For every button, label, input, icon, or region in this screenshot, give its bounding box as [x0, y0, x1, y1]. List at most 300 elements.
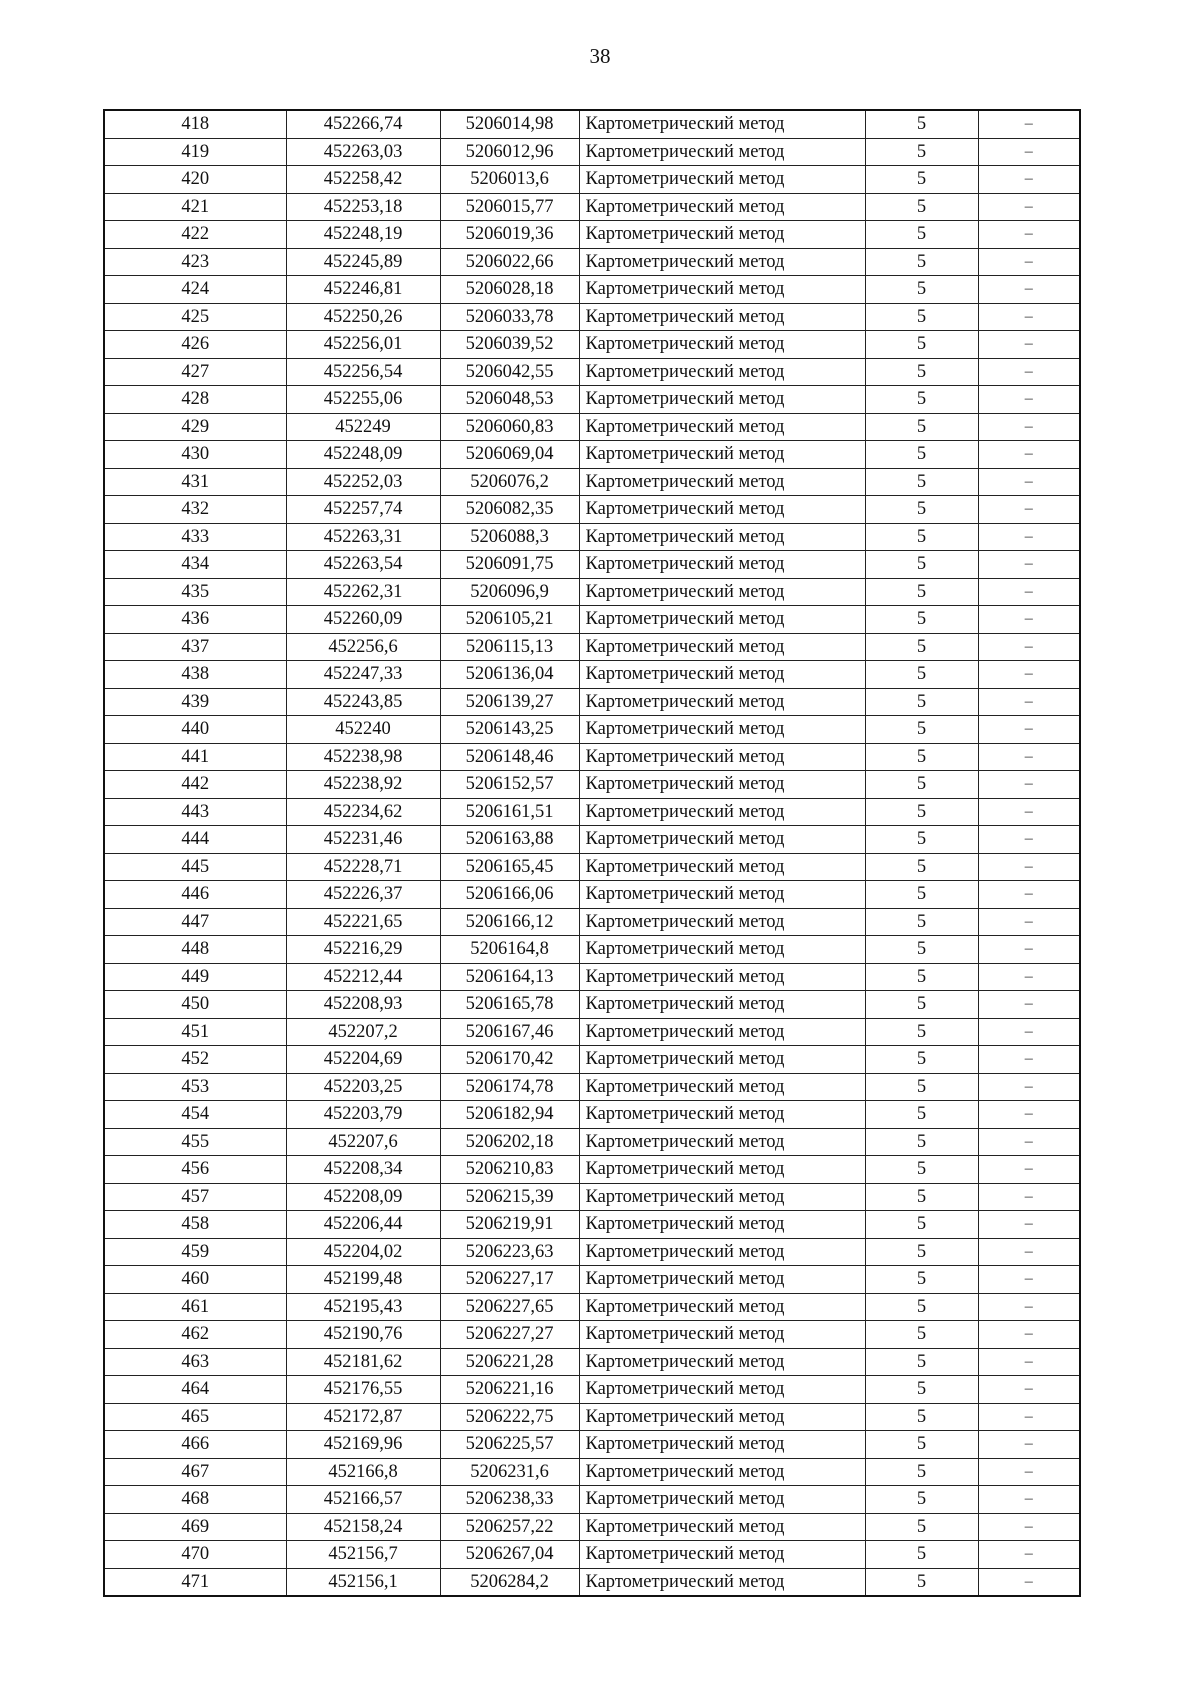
point-number-cell: 471: [104, 1568, 286, 1596]
y-coordinate-cell: 5206076,2: [440, 468, 579, 496]
table-row: [104, 441, 1080, 469]
method-cell: Картометрический метод: [579, 1156, 865, 1184]
x-coordinate-cell: 452212,44: [286, 963, 440, 991]
method-cell: Картометрический метод: [579, 1293, 865, 1321]
precision-cell: 5: [865, 743, 978, 771]
precision-cell: 5: [865, 386, 978, 414]
note-cell: –: [978, 1513, 1080, 1541]
method-cell: Картометрический метод: [579, 221, 865, 249]
precision-cell: 5: [865, 496, 978, 524]
precision-cell: 5: [865, 1541, 978, 1569]
note-cell: –: [978, 276, 1080, 304]
table-row: [104, 386, 1080, 414]
note-cell: –: [978, 138, 1080, 166]
note-cell: –: [978, 991, 1080, 1019]
note-cell: –: [978, 1403, 1080, 1431]
precision-cell: 5: [865, 1431, 978, 1459]
method-cell: Картометрический метод: [579, 1348, 865, 1376]
note-cell: –: [978, 1458, 1080, 1486]
table-row: [104, 1101, 1080, 1129]
point-number-cell: 447: [104, 908, 286, 936]
x-coordinate-cell: 452263,03: [286, 138, 440, 166]
precision-cell: 5: [865, 881, 978, 909]
y-coordinate-cell: 5206028,18: [440, 276, 579, 304]
table-row: [104, 771, 1080, 799]
point-number-cell: 454: [104, 1101, 286, 1129]
point-number-cell: 442: [104, 771, 286, 799]
y-coordinate-cell: 5206039,52: [440, 331, 579, 359]
y-coordinate-cell: 5206014,98: [440, 110, 579, 138]
point-number-cell: 432: [104, 496, 286, 524]
precision-cell: 5: [865, 1486, 978, 1514]
method-cell: Картометрический метод: [579, 1238, 865, 1266]
precision-cell: 5: [865, 1183, 978, 1211]
precision-cell: 5: [865, 606, 978, 634]
x-coordinate-cell: 452262,31: [286, 578, 440, 606]
x-coordinate-cell: 452260,09: [286, 606, 440, 634]
y-coordinate-cell: 5206227,27: [440, 1321, 579, 1349]
y-coordinate-cell: 5206164,13: [440, 963, 579, 991]
point-number-cell: 467: [104, 1458, 286, 1486]
method-cell: Картометрический метод: [579, 743, 865, 771]
note-cell: –: [978, 551, 1080, 579]
table-row: [104, 1211, 1080, 1239]
x-coordinate-cell: 452253,18: [286, 193, 440, 221]
table-row: [104, 276, 1080, 304]
y-coordinate-cell: 5206238,33: [440, 1486, 579, 1514]
y-coordinate-cell: 5206015,77: [440, 193, 579, 221]
precision-cell: 5: [865, 166, 978, 194]
table-row: [104, 881, 1080, 909]
table-row: [104, 798, 1080, 826]
note-cell: –: [978, 1568, 1080, 1596]
method-cell: Картометрический метод: [579, 276, 865, 304]
x-coordinate-cell: 452203,79: [286, 1101, 440, 1129]
y-coordinate-cell: 5206060,83: [440, 413, 579, 441]
y-coordinate-cell: 5206069,04: [440, 441, 579, 469]
point-number-cell: 420: [104, 166, 286, 194]
table-row: [104, 1183, 1080, 1211]
x-coordinate-cell: 452166,57: [286, 1486, 440, 1514]
note-cell: –: [978, 936, 1080, 964]
note-cell: –: [978, 963, 1080, 991]
table-row: [104, 1403, 1080, 1431]
note-cell: –: [978, 166, 1080, 194]
point-number-cell: 466: [104, 1431, 286, 1459]
method-cell: Картометрический метод: [579, 1376, 865, 1404]
point-number-cell: 449: [104, 963, 286, 991]
y-coordinate-cell: 5206091,75: [440, 551, 579, 579]
point-number-cell: 428: [104, 386, 286, 414]
precision-cell: 5: [865, 468, 978, 496]
x-coordinate-cell: 452190,76: [286, 1321, 440, 1349]
y-coordinate-cell: 5206227,17: [440, 1266, 579, 1294]
point-number-cell: 464: [104, 1376, 286, 1404]
method-cell: Картометрический метод: [579, 1266, 865, 1294]
note-cell: –: [978, 331, 1080, 359]
table-row: [104, 496, 1080, 524]
table-row: [104, 413, 1080, 441]
method-cell: Картометрический метод: [579, 303, 865, 331]
y-coordinate-cell: 5206182,94: [440, 1101, 579, 1129]
point-number-cell: 453: [104, 1073, 286, 1101]
precision-cell: 5: [865, 221, 978, 249]
method-cell: Картометрический метод: [579, 1073, 865, 1101]
point-number-cell: 433: [104, 523, 286, 551]
note-cell: –: [978, 716, 1080, 744]
x-coordinate-cell: 452169,96: [286, 1431, 440, 1459]
table-row: [104, 1458, 1080, 1486]
note-cell: –: [978, 1128, 1080, 1156]
x-coordinate-cell: 452240: [286, 716, 440, 744]
note-cell: –: [978, 771, 1080, 799]
note-cell: –: [978, 743, 1080, 771]
table-row: [104, 1073, 1080, 1101]
note-cell: –: [978, 633, 1080, 661]
y-coordinate-cell: 5206225,57: [440, 1431, 579, 1459]
note-cell: –: [978, 221, 1080, 249]
method-cell: Картометрический метод: [579, 1486, 865, 1514]
table-row: [104, 1486, 1080, 1514]
precision-cell: 5: [865, 1568, 978, 1596]
note-cell: –: [978, 358, 1080, 386]
x-coordinate-cell: 452257,74: [286, 496, 440, 524]
y-coordinate-cell: 5206219,91: [440, 1211, 579, 1239]
x-coordinate-cell: 452166,8: [286, 1458, 440, 1486]
method-cell: Картометрический метод: [579, 551, 865, 579]
precision-cell: 5: [865, 1018, 978, 1046]
table-row: [104, 523, 1080, 551]
coordinates-table: [103, 109, 1081, 1597]
point-number-cell: 448: [104, 936, 286, 964]
point-number-cell: 424: [104, 276, 286, 304]
note-cell: –: [978, 523, 1080, 551]
method-cell: Картометрический метод: [579, 248, 865, 276]
y-coordinate-cell: 5206267,04: [440, 1541, 579, 1569]
point-number-cell: 456: [104, 1156, 286, 1184]
point-number-cell: 469: [104, 1513, 286, 1541]
method-cell: Картометрический метод: [579, 963, 865, 991]
point-number-cell: 470: [104, 1541, 286, 1569]
point-number-cell: 435: [104, 578, 286, 606]
y-coordinate-cell: 5206165,78: [440, 991, 579, 1019]
precision-cell: 5: [865, 1238, 978, 1266]
table-row: [104, 193, 1080, 221]
method-cell: Картометрический метод: [579, 826, 865, 854]
table-row: [104, 166, 1080, 194]
x-coordinate-cell: 452258,42: [286, 166, 440, 194]
y-coordinate-cell: 5206284,2: [440, 1568, 579, 1596]
x-coordinate-cell: 452208,93: [286, 991, 440, 1019]
point-number-cell: 461: [104, 1293, 286, 1321]
y-coordinate-cell: 5206022,66: [440, 248, 579, 276]
table-row: [104, 138, 1080, 166]
method-cell: Картометрический метод: [579, 331, 865, 359]
point-number-cell: 440: [104, 716, 286, 744]
y-coordinate-cell: 5206170,42: [440, 1046, 579, 1074]
method-cell: Картометрический метод: [579, 936, 865, 964]
point-number-cell: 462: [104, 1321, 286, 1349]
y-coordinate-cell: 5206148,46: [440, 743, 579, 771]
x-coordinate-cell: 452226,37: [286, 881, 440, 909]
note-cell: –: [978, 853, 1080, 881]
table-row: [104, 221, 1080, 249]
x-coordinate-cell: 452252,03: [286, 468, 440, 496]
table-row: [104, 1376, 1080, 1404]
x-coordinate-cell: 452176,55: [286, 1376, 440, 1404]
x-coordinate-cell: 452238,98: [286, 743, 440, 771]
x-coordinate-cell: 452199,48: [286, 1266, 440, 1294]
note-cell: –: [978, 881, 1080, 909]
point-number-cell: 444: [104, 826, 286, 854]
table-row: [104, 1018, 1080, 1046]
point-number-cell: 418: [104, 110, 286, 138]
y-coordinate-cell: 5206033,78: [440, 303, 579, 331]
y-coordinate-cell: 5206202,18: [440, 1128, 579, 1156]
point-number-cell: 430: [104, 441, 286, 469]
coordinates-table-body: [104, 110, 1080, 1596]
method-cell: Картометрический метод: [579, 1431, 865, 1459]
point-number-cell: 429: [104, 413, 286, 441]
method-cell: Картометрический метод: [579, 1046, 865, 1074]
y-coordinate-cell: 5206167,46: [440, 1018, 579, 1046]
y-coordinate-cell: 5206088,3: [440, 523, 579, 551]
y-coordinate-cell: 5206166,06: [440, 881, 579, 909]
precision-cell: 5: [865, 248, 978, 276]
method-cell: Картометрический метод: [579, 661, 865, 689]
point-number-cell: 425: [104, 303, 286, 331]
y-coordinate-cell: 5206013,6: [440, 166, 579, 194]
note-cell: –: [978, 1376, 1080, 1404]
x-coordinate-cell: 452238,92: [286, 771, 440, 799]
y-coordinate-cell: 5206174,78: [440, 1073, 579, 1101]
precision-cell: 5: [865, 1376, 978, 1404]
precision-cell: 5: [865, 1321, 978, 1349]
table-row: [104, 1568, 1080, 1596]
point-number-cell: 436: [104, 606, 286, 634]
note-cell: –: [978, 413, 1080, 441]
y-coordinate-cell: 5206222,75: [440, 1403, 579, 1431]
x-coordinate-cell: 452263,54: [286, 551, 440, 579]
method-cell: Картометрический метод: [579, 441, 865, 469]
note-cell: –: [978, 1321, 1080, 1349]
table-row: [104, 1156, 1080, 1184]
method-cell: Картометрический метод: [579, 606, 865, 634]
x-coordinate-cell: 452195,43: [286, 1293, 440, 1321]
x-coordinate-cell: 452204,02: [286, 1238, 440, 1266]
precision-cell: 5: [865, 1348, 978, 1376]
x-coordinate-cell: 452249: [286, 413, 440, 441]
table-row: [104, 578, 1080, 606]
precision-cell: 5: [865, 138, 978, 166]
point-number-cell: 451: [104, 1018, 286, 1046]
table-row: [104, 248, 1080, 276]
table-row: [104, 688, 1080, 716]
precision-cell: 5: [865, 688, 978, 716]
point-number-cell: 460: [104, 1266, 286, 1294]
precision-cell: 5: [865, 1403, 978, 1431]
precision-cell: 5: [865, 1156, 978, 1184]
precision-cell: 5: [865, 991, 978, 1019]
y-coordinate-cell: 5206231,6: [440, 1458, 579, 1486]
y-coordinate-cell: 5206227,65: [440, 1293, 579, 1321]
x-coordinate-cell: 452221,65: [286, 908, 440, 936]
x-coordinate-cell: 452246,81: [286, 276, 440, 304]
y-coordinate-cell: 5206164,8: [440, 936, 579, 964]
table-row: [104, 1431, 1080, 1459]
note-cell: –: [978, 1046, 1080, 1074]
x-coordinate-cell: 452203,25: [286, 1073, 440, 1101]
note-cell: –: [978, 1266, 1080, 1294]
x-coordinate-cell: 452263,31: [286, 523, 440, 551]
note-cell: –: [978, 1156, 1080, 1184]
method-cell: Картометрический метод: [579, 908, 865, 936]
precision-cell: 5: [865, 276, 978, 304]
y-coordinate-cell: 5206221,28: [440, 1348, 579, 1376]
point-number-cell: 438: [104, 661, 286, 689]
x-coordinate-cell: 452266,74: [286, 110, 440, 138]
x-coordinate-cell: 452245,89: [286, 248, 440, 276]
x-coordinate-cell: 452248,09: [286, 441, 440, 469]
note-cell: –: [978, 386, 1080, 414]
method-cell: Картометрический метод: [579, 138, 865, 166]
method-cell: Картометрический метод: [579, 358, 865, 386]
x-coordinate-cell: 452158,24: [286, 1513, 440, 1541]
precision-cell: 5: [865, 303, 978, 331]
method-cell: Картометрический метод: [579, 771, 865, 799]
point-number-cell: 459: [104, 1238, 286, 1266]
note-cell: –: [978, 1073, 1080, 1101]
note-cell: –: [978, 798, 1080, 826]
point-number-cell: 431: [104, 468, 286, 496]
x-coordinate-cell: 452243,85: [286, 688, 440, 716]
x-coordinate-cell: 452256,6: [286, 633, 440, 661]
x-coordinate-cell: 452208,34: [286, 1156, 440, 1184]
table-row: [104, 551, 1080, 579]
x-coordinate-cell: 452204,69: [286, 1046, 440, 1074]
note-cell: –: [978, 441, 1080, 469]
precision-cell: 5: [865, 1458, 978, 1486]
y-coordinate-cell: 5206139,27: [440, 688, 579, 716]
method-cell: Картометрический метод: [579, 166, 865, 194]
table-row: [104, 826, 1080, 854]
note-cell: –: [978, 1101, 1080, 1129]
method-cell: Картометрический метод: [579, 1458, 865, 1486]
method-cell: Картометрический метод: [579, 1101, 865, 1129]
precision-cell: 5: [865, 1266, 978, 1294]
note-cell: –: [978, 193, 1080, 221]
x-coordinate-cell: 452172,87: [286, 1403, 440, 1431]
method-cell: Картометрический метод: [579, 468, 865, 496]
note-cell: –: [978, 1431, 1080, 1459]
table-row: [104, 936, 1080, 964]
table-row: [104, 963, 1080, 991]
y-coordinate-cell: 5206082,35: [440, 496, 579, 524]
y-coordinate-cell: 5206096,9: [440, 578, 579, 606]
method-cell: Картометрический метод: [579, 853, 865, 881]
table-row: [104, 853, 1080, 881]
point-number-cell: 465: [104, 1403, 286, 1431]
y-coordinate-cell: 5206165,45: [440, 853, 579, 881]
note-cell: –: [978, 1211, 1080, 1239]
table-row: [104, 716, 1080, 744]
note-cell: –: [978, 1541, 1080, 1569]
precision-cell: 5: [865, 413, 978, 441]
method-cell: Картометрический метод: [579, 1568, 865, 1596]
precision-cell: 5: [865, 523, 978, 551]
y-coordinate-cell: 5206048,53: [440, 386, 579, 414]
point-number-cell: 426: [104, 331, 286, 359]
precision-cell: 5: [865, 441, 978, 469]
note-cell: –: [978, 468, 1080, 496]
point-number-cell: 419: [104, 138, 286, 166]
point-number-cell: 458: [104, 1211, 286, 1239]
x-coordinate-cell: 452156,1: [286, 1568, 440, 1596]
point-number-cell: 423: [104, 248, 286, 276]
precision-cell: 5: [865, 661, 978, 689]
table-row: [104, 1046, 1080, 1074]
note-cell: –: [978, 826, 1080, 854]
x-coordinate-cell: 452256,01: [286, 331, 440, 359]
x-coordinate-cell: 452208,09: [286, 1183, 440, 1211]
method-cell: Картометрический метод: [579, 1183, 865, 1211]
method-cell: Картометрический метод: [579, 1321, 865, 1349]
method-cell: Картометрический метод: [579, 1403, 865, 1431]
point-number-cell: 422: [104, 221, 286, 249]
precision-cell: 5: [865, 1513, 978, 1541]
precision-cell: 5: [865, 1101, 978, 1129]
precision-cell: 5: [865, 1073, 978, 1101]
table-row: [104, 1128, 1080, 1156]
table-row: [104, 110, 1080, 138]
x-coordinate-cell: 452247,33: [286, 661, 440, 689]
note-cell: –: [978, 606, 1080, 634]
table-row: [104, 1238, 1080, 1266]
point-number-cell: 446: [104, 881, 286, 909]
x-coordinate-cell: 452231,46: [286, 826, 440, 854]
method-cell: Картометрический метод: [579, 413, 865, 441]
table-row: [104, 468, 1080, 496]
note-cell: –: [978, 661, 1080, 689]
x-coordinate-cell: 452156,7: [286, 1541, 440, 1569]
precision-cell: 5: [865, 908, 978, 936]
precision-cell: 5: [865, 633, 978, 661]
table-row: [104, 606, 1080, 634]
table-row: [104, 1293, 1080, 1321]
note-cell: –: [978, 303, 1080, 331]
method-cell: Картометрический метод: [579, 1513, 865, 1541]
method-cell: Картометрический метод: [579, 991, 865, 1019]
note-cell: –: [978, 1486, 1080, 1514]
precision-cell: 5: [865, 331, 978, 359]
note-cell: –: [978, 1238, 1080, 1266]
note-cell: –: [978, 908, 1080, 936]
point-number-cell: 455: [104, 1128, 286, 1156]
precision-cell: 5: [865, 826, 978, 854]
x-coordinate-cell: 452181,62: [286, 1348, 440, 1376]
point-number-cell: 457: [104, 1183, 286, 1211]
method-cell: Картометрический метод: [579, 193, 865, 221]
method-cell: Картометрический метод: [579, 881, 865, 909]
point-number-cell: 450: [104, 991, 286, 1019]
y-coordinate-cell: 5206115,13: [440, 633, 579, 661]
note-cell: –: [978, 496, 1080, 524]
note-cell: –: [978, 1348, 1080, 1376]
precision-cell: 5: [865, 771, 978, 799]
y-coordinate-cell: 5206161,51: [440, 798, 579, 826]
table-row: [104, 331, 1080, 359]
precision-cell: 5: [865, 716, 978, 744]
